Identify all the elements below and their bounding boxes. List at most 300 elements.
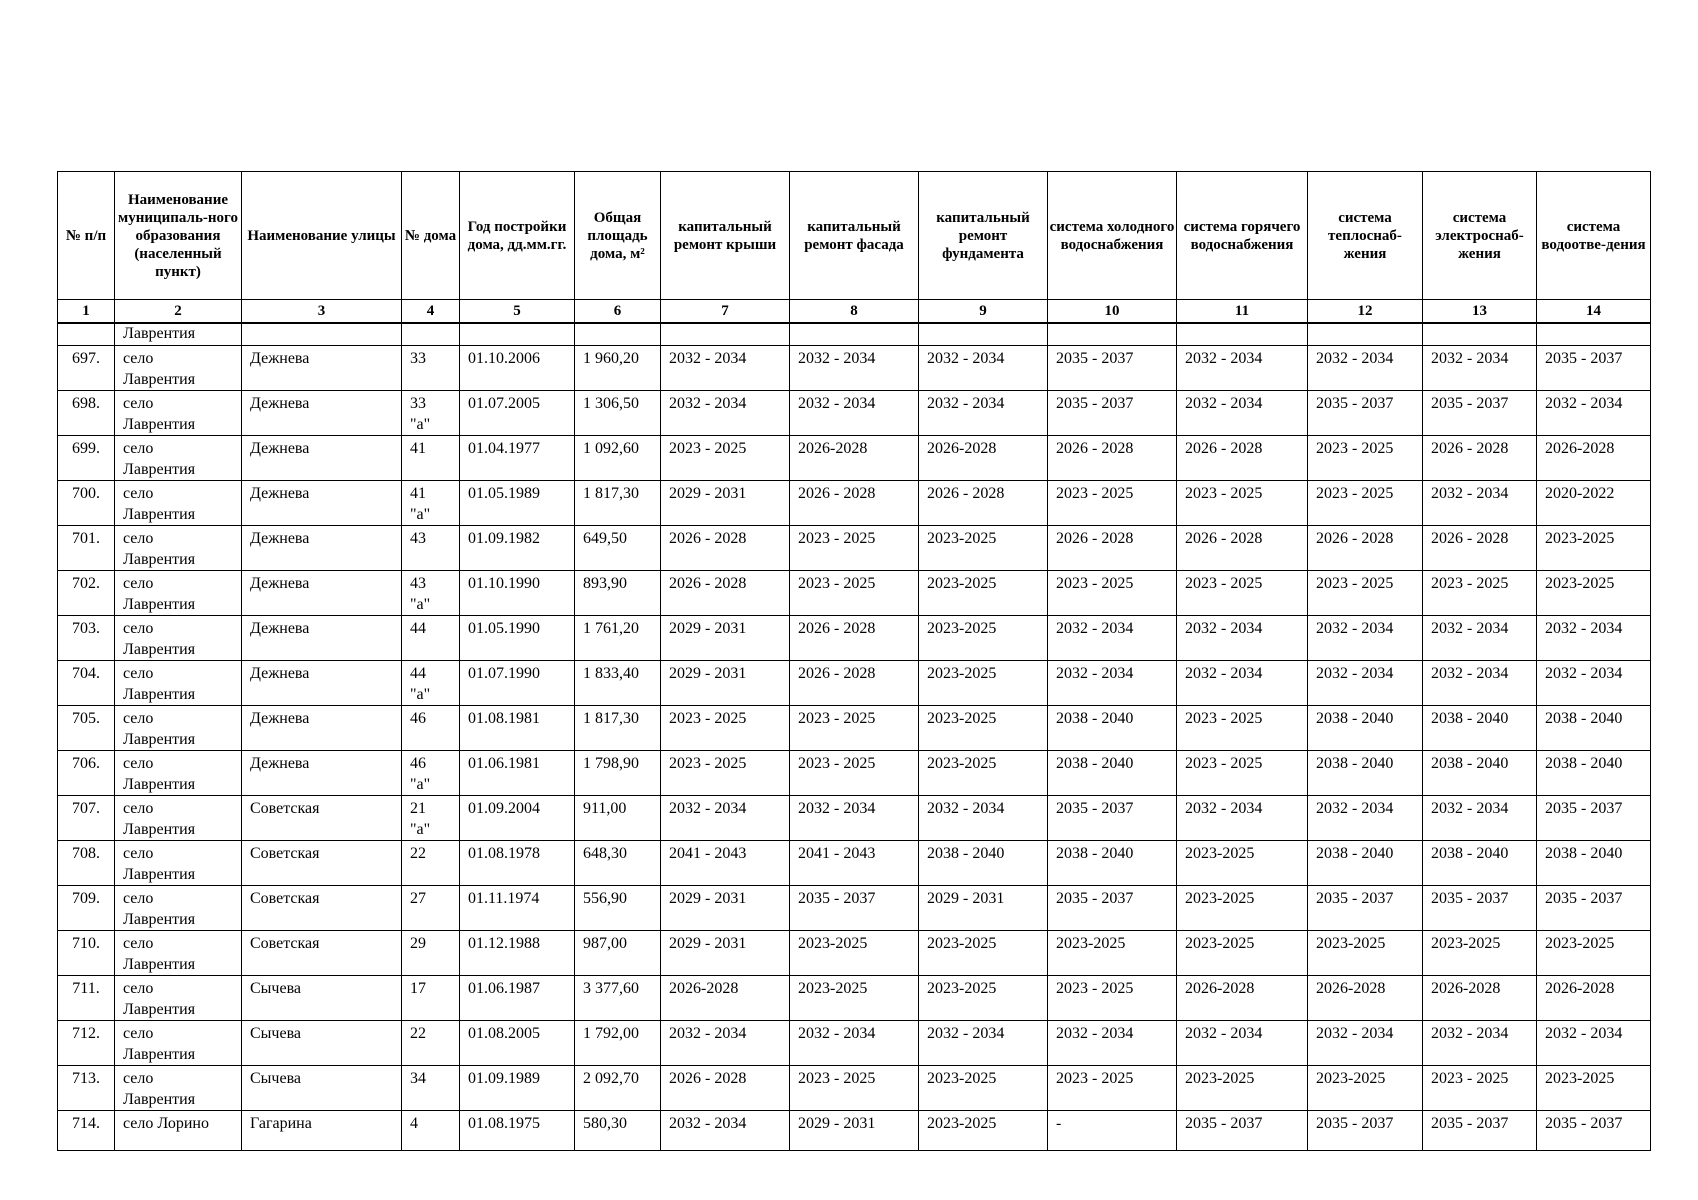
column-header: система водоотве-дения <box>1537 172 1651 300</box>
cell-house <box>402 525 460 570</box>
cell-line: 33 <box>410 394 426 412</box>
cell-house <box>402 975 460 1020</box>
cell-line: 17 <box>410 979 426 997</box>
continuation-place: Лаврентия <box>115 323 242 345</box>
cell-n: 709. <box>58 885 115 930</box>
cell-n: 705. <box>58 705 115 750</box>
cell-facade: 2026-2028 <box>790 435 919 480</box>
cell-line: Лаврентия <box>123 910 196 928</box>
cell-cold-water: 2023 - 2025 <box>1048 570 1177 615</box>
cell-heating: 2026-2028 <box>1308 975 1423 1020</box>
cell-foundation: 2026-2028 <box>919 435 1048 480</box>
cell-place <box>115 885 242 930</box>
cell-facade: 2041 - 2043 <box>790 840 919 885</box>
cell-cold-water: 2038 - 2040 <box>1048 840 1177 885</box>
cell-roof: 2029 - 2031 <box>661 615 790 660</box>
table-row <box>58 1110 1651 1150</box>
cell-heating: 2035 - 2037 <box>1308 885 1423 930</box>
cell-cold-water: 2035 - 2037 <box>1048 795 1177 840</box>
column-header: Наименование улицы <box>242 172 402 300</box>
cell-hot-water: 2035 - 2037 <box>1177 1110 1308 1150</box>
cell-line: "а" <box>410 775 431 793</box>
cell-line: село <box>123 799 154 817</box>
cell-electricity: 2032 - 2034 <box>1423 345 1537 390</box>
cell-place <box>115 570 242 615</box>
cell-line: 44 <box>410 664 426 682</box>
cell-place <box>115 480 242 525</box>
cell-electricity: 2026 - 2028 <box>1423 435 1537 480</box>
cell-facade: 2023 - 2025 <box>790 1065 919 1110</box>
cell-house <box>402 1065 460 1110</box>
cell-area: 987,00 <box>575 930 661 975</box>
cell-area: 1 817,30 <box>575 705 661 750</box>
cell-roof: 2026 - 2028 <box>661 525 790 570</box>
cell-year: 01.08.1978 <box>460 840 575 885</box>
column-header: система теплоснаб-жения <box>1308 172 1423 300</box>
cell-line: Лаврентия <box>123 415 196 433</box>
cell-line: село <box>123 1069 154 1087</box>
cell-place <box>115 525 242 570</box>
cell-place <box>115 435 242 480</box>
cell-line: Лаврентия <box>123 865 196 883</box>
cell-foundation: 2023-2025 <box>919 570 1048 615</box>
column-number: 12 <box>1308 300 1423 324</box>
cell-line: Лаврентия <box>123 775 196 793</box>
cell-sewerage: 2023-2025 <box>1537 930 1651 975</box>
cell-n: 714. <box>58 1110 115 1150</box>
cell-year: 01.07.2005 <box>460 390 575 435</box>
cell-n: 708. <box>58 840 115 885</box>
cell-year: 01.10.2006 <box>460 345 575 390</box>
cell-n: 706. <box>58 750 115 795</box>
cell-sewerage: 2038 - 2040 <box>1537 705 1651 750</box>
cell-line: село <box>123 979 154 997</box>
cell-line: 27 <box>410 889 426 907</box>
table-header <box>58 172 1651 324</box>
cell-street: Дежнева <box>242 435 402 480</box>
cell-house <box>402 435 460 480</box>
cell-sewerage: 2038 - 2040 <box>1537 840 1651 885</box>
cell-roof: 2029 - 2031 <box>661 480 790 525</box>
cell-line: Лаврентия <box>123 955 196 973</box>
cell-street: Гагарина <box>242 1110 402 1150</box>
cell-area: 1 092,60 <box>575 435 661 480</box>
cell-place <box>115 1020 242 1065</box>
cell-year: 01.05.1989 <box>460 480 575 525</box>
cell-line: Лаврентия <box>123 595 196 613</box>
cell-roof: 2029 - 2031 <box>661 660 790 705</box>
cell-line: село <box>123 394 154 412</box>
cell-sewerage: 2026-2028 <box>1537 975 1651 1020</box>
cell-foundation: 2029 - 2031 <box>919 885 1048 930</box>
cell-street: Дежнева <box>242 615 402 660</box>
cell-house <box>402 885 460 930</box>
cell-n: 703. <box>58 615 115 660</box>
cell-line: Лаврентия <box>123 1090 196 1108</box>
cell-street: Дежнева <box>242 750 402 795</box>
cell-heating: 2032 - 2034 <box>1308 345 1423 390</box>
cell-year: 01.09.2004 <box>460 795 575 840</box>
cell-cold-water: 2023 - 2025 <box>1048 975 1177 1020</box>
cell-n: 699. <box>58 435 115 480</box>
cell-line: 41 <box>410 484 426 502</box>
table-row <box>58 570 1651 615</box>
cell-line: село <box>123 439 154 457</box>
table-row <box>58 615 1651 660</box>
cell-street: Советская <box>242 930 402 975</box>
cell-house <box>402 345 460 390</box>
cell-area: 893,90 <box>575 570 661 615</box>
table-row <box>58 975 1651 1020</box>
cell-facade: 2023 - 2025 <box>790 750 919 795</box>
cell-electricity: 2026-2028 <box>1423 975 1537 1020</box>
cell-facade: 2023-2025 <box>790 930 919 975</box>
cell-n: 700. <box>58 480 115 525</box>
cell-street: Дежнева <box>242 705 402 750</box>
cell-sewerage: 2035 - 2037 <box>1537 1110 1651 1150</box>
cell-electricity: 2023 - 2025 <box>1423 570 1537 615</box>
cell-line: село <box>123 754 154 772</box>
cell-cold-water: 2032 - 2034 <box>1048 660 1177 705</box>
cell-line: 22 <box>410 1024 426 1042</box>
column-number: 13 <box>1423 300 1537 324</box>
document-page <box>57 171 1651 1151</box>
cell-place <box>115 795 242 840</box>
cell-line: 46 <box>410 709 426 727</box>
cell-line: 43 <box>410 529 426 547</box>
cell-hot-water: 2023 - 2025 <box>1177 705 1308 750</box>
cell-place <box>115 930 242 975</box>
cell-foundation: 2023-2025 <box>919 705 1048 750</box>
cell-cold-water: 2023 - 2025 <box>1048 480 1177 525</box>
cell-foundation: 2032 - 2034 <box>919 1020 1048 1065</box>
cell-foundation: 2023-2025 <box>919 525 1048 570</box>
table-row <box>58 660 1651 705</box>
cell-foundation: 2023-2025 <box>919 615 1048 660</box>
cell-line: Лаврентия <box>123 460 196 478</box>
cell-electricity: 2035 - 2037 <box>1423 1110 1537 1150</box>
cell-place <box>115 660 242 705</box>
cell-electricity: 2035 - 2037 <box>1423 885 1537 930</box>
cell-roof: 2026 - 2028 <box>661 1065 790 1110</box>
cell-heating: 2035 - 2037 <box>1308 390 1423 435</box>
cell-facade: 2023 - 2025 <box>790 525 919 570</box>
cell-house <box>402 795 460 840</box>
cell-house <box>402 705 460 750</box>
cell-area: 911,00 <box>575 795 661 840</box>
cell-line: село <box>123 844 154 862</box>
cell-place <box>115 1110 242 1150</box>
cell-electricity: 2032 - 2034 <box>1423 615 1537 660</box>
cell-line: 43 <box>410 574 426 592</box>
cell-cold-water: 2038 - 2040 <box>1048 705 1177 750</box>
cell-hot-water: 2023 - 2025 <box>1177 570 1308 615</box>
cell-electricity: 2023-2025 <box>1423 930 1537 975</box>
cell-line: 4 <box>410 1114 418 1132</box>
cell-year: 01.08.2005 <box>460 1020 575 1065</box>
cell-heating: 2032 - 2034 <box>1308 795 1423 840</box>
cell-line: село Лорино <box>123 1114 209 1132</box>
cell-street: Сычева <box>242 1065 402 1110</box>
cell-roof: 2029 - 2031 <box>661 930 790 975</box>
cell-street: Сычева <box>242 975 402 1020</box>
cell-cold-water: 2023 - 2025 <box>1048 1065 1177 1110</box>
cell-line: Лаврентия <box>123 730 196 748</box>
cell-heating: 2038 - 2040 <box>1308 840 1423 885</box>
column-header: № п/п <box>58 172 115 300</box>
cell-line: Лаврентия <box>123 1000 196 1018</box>
cell-line: село <box>123 1024 154 1042</box>
cell-cold-water: 2038 - 2040 <box>1048 750 1177 795</box>
cell-roof: 2023 - 2025 <box>661 750 790 795</box>
cell-year: 01.11.1974 <box>460 885 575 930</box>
cell-year: 01.06.1987 <box>460 975 575 1020</box>
cell-electricity: 2038 - 2040 <box>1423 840 1537 885</box>
cell-place <box>115 840 242 885</box>
cell-cold-water: 2035 - 2037 <box>1048 390 1177 435</box>
cell-area: 580,30 <box>575 1110 661 1150</box>
cell-cold-water: 2026 - 2028 <box>1048 435 1177 480</box>
column-number: 6 <box>575 300 661 324</box>
column-header: Общая площадь дома, м² <box>575 172 661 300</box>
cell-line: Лаврентия <box>123 640 196 658</box>
column-number: 9 <box>919 300 1048 324</box>
cell-year: 01.09.1989 <box>460 1065 575 1110</box>
cell-heating: 2023 - 2025 <box>1308 435 1423 480</box>
cell-roof: 2029 - 2031 <box>661 885 790 930</box>
cell-street: Дежнева <box>242 390 402 435</box>
cell-year: 01.07.1990 <box>460 660 575 705</box>
cell-area: 1 792,00 <box>575 1020 661 1065</box>
cell-roof: 2032 - 2034 <box>661 390 790 435</box>
table-row <box>58 390 1651 435</box>
cell-foundation: 2023-2025 <box>919 1065 1048 1110</box>
column-number: 10 <box>1048 300 1177 324</box>
column-number: 5 <box>460 300 575 324</box>
cell-sewerage: 2035 - 2037 <box>1537 885 1651 930</box>
cell-foundation: 2023-2025 <box>919 1110 1048 1150</box>
column-header: Наименование муниципаль-ного образования (населенный пункт) <box>115 172 242 300</box>
cell-foundation: 2038 - 2040 <box>919 840 1048 885</box>
cell-roof: 2026-2028 <box>661 975 790 1020</box>
cell-heating: 2032 - 2034 <box>1308 615 1423 660</box>
cell-facade: 2029 - 2031 <box>790 1110 919 1150</box>
cell-n: 701. <box>58 525 115 570</box>
cell-line: Лаврентия <box>123 370 196 388</box>
continuation-row <box>58 323 1651 345</box>
cell-area: 2 092,70 <box>575 1065 661 1110</box>
cell-sewerage: 2026-2028 <box>1537 435 1651 480</box>
cell-heating: 2023 - 2025 <box>1308 570 1423 615</box>
cell-place <box>115 750 242 795</box>
cell-cold-water: 2026 - 2028 <box>1048 525 1177 570</box>
cell-electricity: 2032 - 2034 <box>1423 795 1537 840</box>
cell-foundation: 2023-2025 <box>919 750 1048 795</box>
cell-facade: 2026 - 2028 <box>790 480 919 525</box>
cell-hot-water: 2026-2028 <box>1177 975 1308 1020</box>
cell-electricity: 2035 - 2037 <box>1423 390 1537 435</box>
cell-line: 21 <box>410 799 426 817</box>
cell-year: 01.08.1975 <box>460 1110 575 1150</box>
cell-line: Лаврентия <box>123 685 196 703</box>
cell-street: Советская <box>242 840 402 885</box>
cell-year: 01.05.1990 <box>460 615 575 660</box>
column-header: № дома <box>402 172 460 300</box>
cell-area: 1 761,20 <box>575 615 661 660</box>
cell-facade: 2035 - 2037 <box>790 885 919 930</box>
cell-line: Лаврентия <box>123 820 196 838</box>
column-header: капитальный ремонт фундамента <box>919 172 1048 300</box>
cell-street: Дежнева <box>242 345 402 390</box>
column-number: 4 <box>402 300 460 324</box>
cell-facade: 2032 - 2034 <box>790 1020 919 1065</box>
cell-line: село <box>123 709 154 727</box>
cell-roof: 2023 - 2025 <box>661 705 790 750</box>
column-number: 8 <box>790 300 919 324</box>
cell-sewerage: 2035 - 2037 <box>1537 795 1651 840</box>
table-row <box>58 705 1651 750</box>
cell-n: 713. <box>58 1065 115 1110</box>
cell-area: 1 833,40 <box>575 660 661 705</box>
cell-place <box>115 975 242 1020</box>
cell-n: 711. <box>58 975 115 1020</box>
column-header: система горячего водоснабжения <box>1177 172 1308 300</box>
cell-year: 01.06.1981 <box>460 750 575 795</box>
cell-house <box>402 1110 460 1150</box>
cell-line: 29 <box>410 934 426 952</box>
column-header: капитальный ремонт фасада <box>790 172 919 300</box>
table-row <box>58 525 1651 570</box>
cell-line: село <box>123 529 154 547</box>
column-header: капитальный ремонт крыши <box>661 172 790 300</box>
cell-foundation: 2032 - 2034 <box>919 345 1048 390</box>
cell-heating: 2023-2025 <box>1308 1065 1423 1110</box>
cell-hot-water: 2032 - 2034 <box>1177 390 1308 435</box>
cell-sewerage: 2032 - 2034 <box>1537 1020 1651 1065</box>
cell-house <box>402 570 460 615</box>
cell-line: "а" <box>410 820 431 838</box>
cell-place <box>115 615 242 660</box>
cell-heating: 2035 - 2037 <box>1308 1110 1423 1150</box>
cell-roof: 2041 - 2043 <box>661 840 790 885</box>
cell-facade: 2023-2025 <box>790 975 919 1020</box>
cell-year: 01.04.1977 <box>460 435 575 480</box>
cell-cold-water: 2035 - 2037 <box>1048 885 1177 930</box>
column-number: 7 <box>661 300 790 324</box>
column-header: Год постройки дома, дд.мм.гг. <box>460 172 575 300</box>
cell-foundation: 2032 - 2034 <box>919 390 1048 435</box>
cell-n: 698. <box>58 390 115 435</box>
cell-cold-water: 2032 - 2034 <box>1048 615 1177 660</box>
cell-electricity: 2026 - 2028 <box>1423 525 1537 570</box>
cell-electricity: 2023 - 2025 <box>1423 1065 1537 1110</box>
column-header: система холодного водоснабжения <box>1048 172 1177 300</box>
cell-electricity: 2038 - 2040 <box>1423 750 1537 795</box>
cell-line: село <box>123 934 154 952</box>
cell-foundation: 2032 - 2034 <box>919 795 1048 840</box>
cell-area: 648,30 <box>575 840 661 885</box>
cell-heating: 2032 - 2034 <box>1308 1020 1423 1065</box>
cell-n: 707. <box>58 795 115 840</box>
cell-street: Советская <box>242 885 402 930</box>
cell-hot-water: 2023 - 2025 <box>1177 750 1308 795</box>
cell-facade: 2032 - 2034 <box>790 390 919 435</box>
cell-street: Советская <box>242 795 402 840</box>
cell-facade: 2032 - 2034 <box>790 345 919 390</box>
cell-area: 1 798,90 <box>575 750 661 795</box>
cell-line: село <box>123 619 154 637</box>
cell-area: 3 377,60 <box>575 975 661 1020</box>
cell-heating: 2032 - 2034 <box>1308 660 1423 705</box>
cell-place <box>115 390 242 435</box>
cell-roof: 2032 - 2034 <box>661 1110 790 1150</box>
cell-cold-water: 2023-2025 <box>1048 930 1177 975</box>
column-number: 1 <box>58 300 115 324</box>
cell-roof: 2032 - 2034 <box>661 345 790 390</box>
cell-sewerage: 2020-2022 <box>1537 480 1651 525</box>
cell-foundation: 2026 - 2028 <box>919 480 1048 525</box>
cell-facade: 2023 - 2025 <box>790 570 919 615</box>
cell-heating: 2038 - 2040 <box>1308 750 1423 795</box>
cell-line: Лаврентия <box>123 550 196 568</box>
cell-hot-water: 2026 - 2028 <box>1177 435 1308 480</box>
cell-house <box>402 390 460 435</box>
cell-roof: 2026 - 2028 <box>661 570 790 615</box>
cell-foundation: 2023-2025 <box>919 930 1048 975</box>
cell-sewerage: 2023-2025 <box>1537 1065 1651 1110</box>
cell-hot-water: 2023-2025 <box>1177 1065 1308 1110</box>
cell-line: село <box>123 574 154 592</box>
table-row <box>58 750 1651 795</box>
cell-heating: 2023-2025 <box>1308 930 1423 975</box>
column-number: 3 <box>242 300 402 324</box>
cell-house <box>402 750 460 795</box>
cell-hot-water: 2023 - 2025 <box>1177 480 1308 525</box>
cell-area: 1 817,30 <box>575 480 661 525</box>
cell-hot-water: 2032 - 2034 <box>1177 660 1308 705</box>
cell-n: 710. <box>58 930 115 975</box>
cell-electricity: 2032 - 2034 <box>1423 480 1537 525</box>
capital-repair-table <box>57 171 1651 1151</box>
cell-line: село <box>123 484 154 502</box>
column-number: 11 <box>1177 300 1308 324</box>
cell-line: "а" <box>410 415 431 433</box>
cell-roof: 2032 - 2034 <box>661 795 790 840</box>
cell-heating: 2023 - 2025 <box>1308 480 1423 525</box>
cell-place <box>115 1065 242 1110</box>
column-header: система электроснаб-жения <box>1423 172 1537 300</box>
table-row <box>58 435 1651 480</box>
cell-line: 34 <box>410 1069 426 1087</box>
table-row <box>58 840 1651 885</box>
cell-hot-water: 2026 - 2028 <box>1177 525 1308 570</box>
cell-sewerage: 2032 - 2034 <box>1537 390 1651 435</box>
cell-house <box>402 480 460 525</box>
cell-sewerage: 2023-2025 <box>1537 570 1651 615</box>
cell-street: Дежнева <box>242 660 402 705</box>
cell-electricity: 2032 - 2034 <box>1423 1020 1537 1065</box>
cell-year: 01.12.1988 <box>460 930 575 975</box>
cell-electricity: 2032 - 2034 <box>1423 660 1537 705</box>
cell-hot-water: 2032 - 2034 <box>1177 345 1308 390</box>
cell-hot-water: 2032 - 2034 <box>1177 795 1308 840</box>
cell-line: 33 <box>410 349 426 367</box>
table-body <box>58 323 1651 1150</box>
cell-house <box>402 840 460 885</box>
cell-year: 01.10.1990 <box>460 570 575 615</box>
cell-line: "а" <box>410 595 431 613</box>
cell-area: 1 960,20 <box>575 345 661 390</box>
